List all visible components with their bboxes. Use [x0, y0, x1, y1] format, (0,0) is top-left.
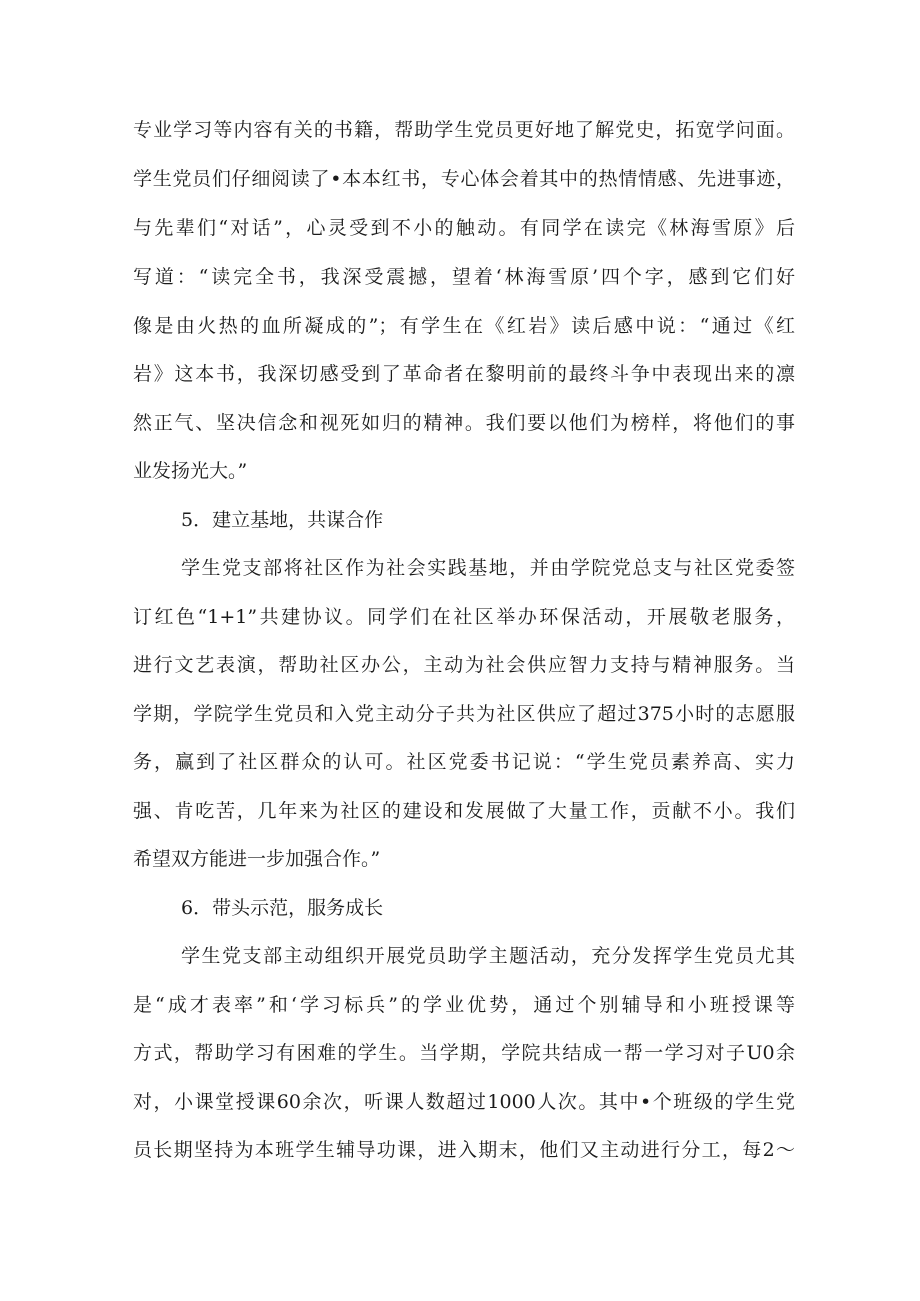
paragraph-3-line-3: 方式，帮助学习有困难的学生。当学期，学院共结成一帮一学习对子U0余	[133, 1042, 795, 1064]
section-heading-5: 5．建立基地，共谋合作	[181, 509, 384, 531]
paragraph-1-line-7: 然正气、坚决信念和视死如归的精神。我们要以他们为榜样，将他们的事	[133, 412, 795, 434]
paragraph-3-line-2: 是“成才表率”和‘学习标兵”的学业优势，通过个别辅导和小班授课等	[133, 994, 795, 1016]
paragraph-1-line-1: 专业学习等内容有关的书籍，帮助学生党员更好地了解党史，拓宽学问面。	[133, 119, 795, 141]
paragraph-3-line-5: 员长期坚持为本班学生辅导功课，进入期末，他们又主动进行分工，每2～	[133, 1139, 795, 1161]
paragraph-2-line-7: 希望双方能进一步加强合作。”	[133, 848, 381, 870]
paragraph-2-line-5: 务，赢到了社区群众的认可。社区党委书记说：“学生党员素养高、实力	[133, 751, 795, 773]
paragraph-1-line-8: 业发扬光大。”	[133, 460, 248, 482]
paragraph-2-line-1: 学生党支部将社区作为社会实践基地，并由学院党总支与社区党委签	[181, 557, 795, 579]
paragraph-1-line-6: 岩》这本书，我深切感受到了革命者在黎明前的最终斗争中表现出来的凛	[133, 363, 795, 385]
section-heading-6: 6．带头示范，服务成长	[181, 897, 384, 919]
paragraph-2-line-6: 强、肯吃苦，几年来为社区的建设和发展做了大量工作，贡献不小。我们	[133, 800, 795, 822]
paragraph-3-line-1: 学生党支部主动组织开展党员助学主题活动，充分发挥学生党员尤其	[181, 945, 795, 967]
paragraph-1-line-3: 与先辈们“对话”，心灵受到不小的触动。有同学在读完《林海雪原》后	[133, 217, 795, 239]
paragraph-1-line-5: 像是由火热的血所凝成的”；有学生在《红岩》读后感中说：“通过《红	[133, 315, 795, 337]
paragraph-1-line-4: 写道：“读完全书，我深受震撼，望着‘林海雪原’四个字，感到它们好	[133, 266, 795, 288]
paragraph-2-line-4: 学期，学院学生党员和入党主动分子共为社区供应了超过375小时的志愿服	[133, 703, 795, 725]
paragraph-3-line-4: 对，小课堂授课60余次，听课人数超过1000人次。其中•个班级的学生党	[133, 1091, 795, 1113]
paragraph-1-line-2: 学生党员们仔细阅读了•本本红书，专心体会着其中的热情情感、先进事迹，	[133, 168, 795, 190]
paragraph-2-line-2: 订红色“1+1”共建协议。同学们在社区举办环保活动，开展敬老服务，	[133, 606, 795, 628]
paragraph-2-line-3: 进行文艺表演，帮助社区办公，主动为社会供应智力支持与精神服务。当	[133, 654, 795, 676]
